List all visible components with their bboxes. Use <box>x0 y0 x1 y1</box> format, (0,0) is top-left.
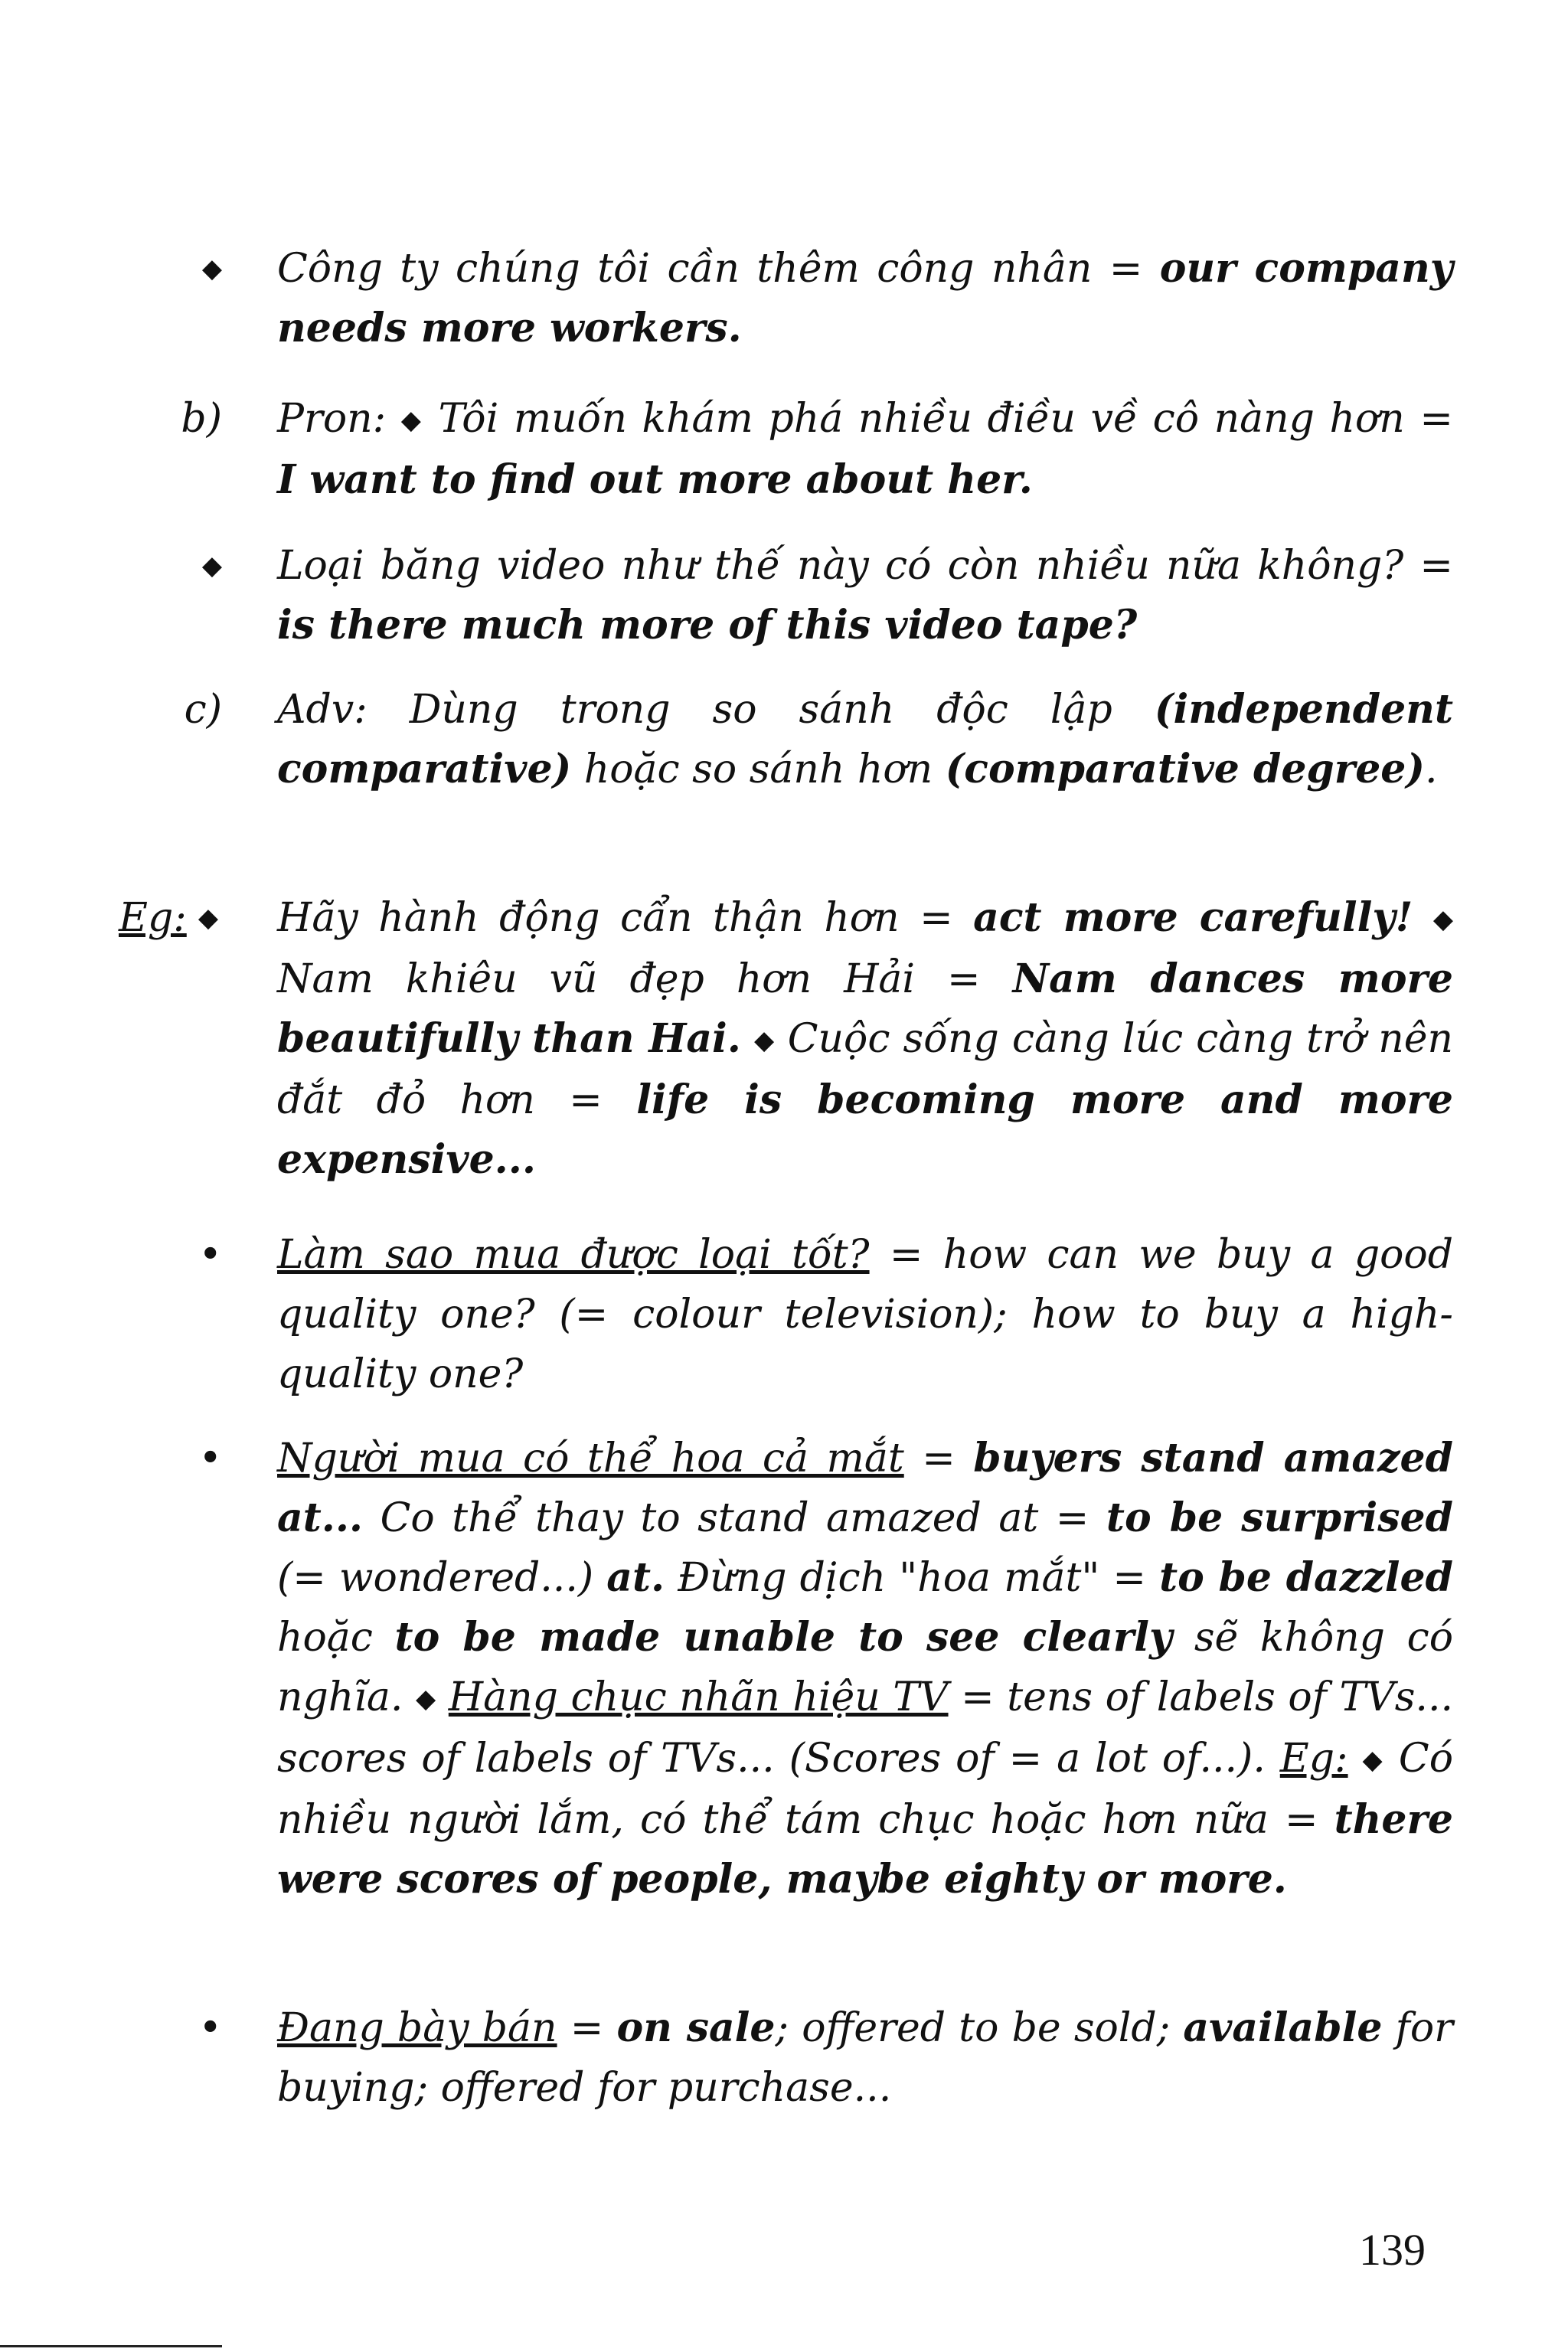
text-segment <box>1348 1736 1363 1782</box>
bold-segment: (independent comparative) <box>277 686 1453 792</box>
entry-7 <box>277 1998 1453 2118</box>
text-segment: Nam khiêu vũ đẹp hơn Hải = <box>277 956 1013 1002</box>
text-segment: Cuộc sống càng lúc càng trở nên đắt đỏ hơn = <box>277 1016 1453 1123</box>
text-segment: Adv: Dùng trong so sánh độc lập <box>277 687 1155 733</box>
entry-6 <box>277 1429 1453 1909</box>
text-segment: (= wondered...) <box>277 1555 607 1601</box>
text-segment: = tens of labels of TVs... scores of labels of TVs... (Scores of = a lot of...). <box>277 1674 1454 1782</box>
text-segment: sẽ không có nghĩa. <box>277 1615 1454 1720</box>
bold-segment: is there much more of this video tape? <box>277 602 1138 648</box>
bold-segment: our company needs more workers. <box>277 245 1453 351</box>
bold-segment: to be surprised <box>1106 1494 1453 1541</box>
entry-5 <box>277 1225 1453 1404</box>
entry-4 <box>277 888 1453 1190</box>
bold-segment: (comparative degree) <box>945 746 1425 792</box>
text-segment: Tôi muốn khám phá nhiều điều về cô nàng hơn = <box>423 396 1453 442</box>
bold-segment: life is becoming more and more expensive... <box>277 1076 1454 1183</box>
text-segment: hoặc <box>277 1615 395 1661</box>
eg-label: Eg: <box>119 895 187 941</box>
bullet-diamond: ◆ <box>753 1025 775 1056</box>
text-segment <box>1413 895 1432 941</box>
bullet-dot: • <box>198 1232 222 1278</box>
underlined-segment: Làm sao mua được loại tốt? <box>277 1232 870 1278</box>
bullet-dot: • <box>198 1436 222 1481</box>
bullet-diamond: ◆ <box>400 405 424 436</box>
bullet-diamond: ◆ <box>201 550 222 581</box>
text-segment <box>436 1674 449 1720</box>
bold-segment: to be made unable to see clearly <box>394 1614 1173 1661</box>
text-segment: for buying; offered for purchase... <box>277 2005 1454 2111</box>
page-number: 139 <box>1359 2225 1426 2275</box>
bold-segment: act more carefully! <box>973 894 1413 941</box>
text-segment <box>741 1016 754 1062</box>
text-segment: = <box>903 1436 974 1481</box>
text-segment: Hãy hành động cẩn thận hơn = <box>277 895 974 941</box>
text-segment: Loại băng video như thế này có còn nhiều nữa không? = <box>277 543 1453 589</box>
label-b: b) <box>181 396 222 442</box>
bold-segment: available <box>1183 2004 1383 2051</box>
text-segment: Có nhiều người lắm, có thể tám chục hoặc hơn nữa = <box>277 1736 1454 1843</box>
entry-2 <box>277 536 1453 655</box>
bold-segment: at. <box>606 1554 665 1601</box>
text-segment: . <box>1424 746 1438 792</box>
bullet-diamond: ◆ <box>416 1684 436 1714</box>
text-segment: Công ty chúng tôi cần thêm công nhân = <box>277 246 1160 292</box>
bold-segment: to be dazzled <box>1159 1554 1453 1601</box>
bold-segment: buyers stand amazed at... <box>277 1435 1453 1541</box>
text-segment: Co thể thay to stand amazed at = <box>363 1495 1106 1541</box>
bullet-diamond: ◆ <box>1362 1745 1384 1775</box>
bold-segment: on sale <box>616 2004 776 2051</box>
entry-0 <box>277 239 1453 358</box>
bold-segment: I want to find out more about her. <box>277 456 1033 503</box>
underlined-segment: Đang bày bán <box>277 2005 557 2051</box>
text-segment: hoặc so sánh hơn <box>571 746 946 792</box>
underlined-segment: Hàng chục nhãn hiệu TV <box>448 1674 949 1720</box>
text-segment: Đừng dịch "hoa mắt" = <box>665 1555 1160 1601</box>
text-segment: = how can we buy a good quality one? (= colour television); how to buy a high-quality one? <box>277 1232 1454 1397</box>
text-segment: Pron: <box>277 396 401 442</box>
label-c: c) <box>184 687 222 733</box>
underlined-segment: Eg: <box>1279 1736 1348 1782</box>
text-segment: ; offered to be sold; <box>775 2005 1184 2051</box>
bullet-diamond: ◆ <box>1432 904 1454 935</box>
underlined-segment: Người mua có thể hoa cả mắt <box>277 1436 904 1481</box>
entry-1 <box>277 389 1453 510</box>
bullet-diamond: ◆ <box>198 903 218 933</box>
text-segment: = <box>557 2005 617 2051</box>
bullet-diamond: ◆ <box>201 253 222 284</box>
bullet-dot: • <box>198 2005 222 2051</box>
footer-rule <box>0 2345 222 2347</box>
bold-segment: Nam dances more beautifully than Hai. <box>277 956 1453 1062</box>
entry-3 <box>277 680 1453 799</box>
bold-segment: there were scores of people, maybe eighty or more. <box>277 1796 1453 1903</box>
